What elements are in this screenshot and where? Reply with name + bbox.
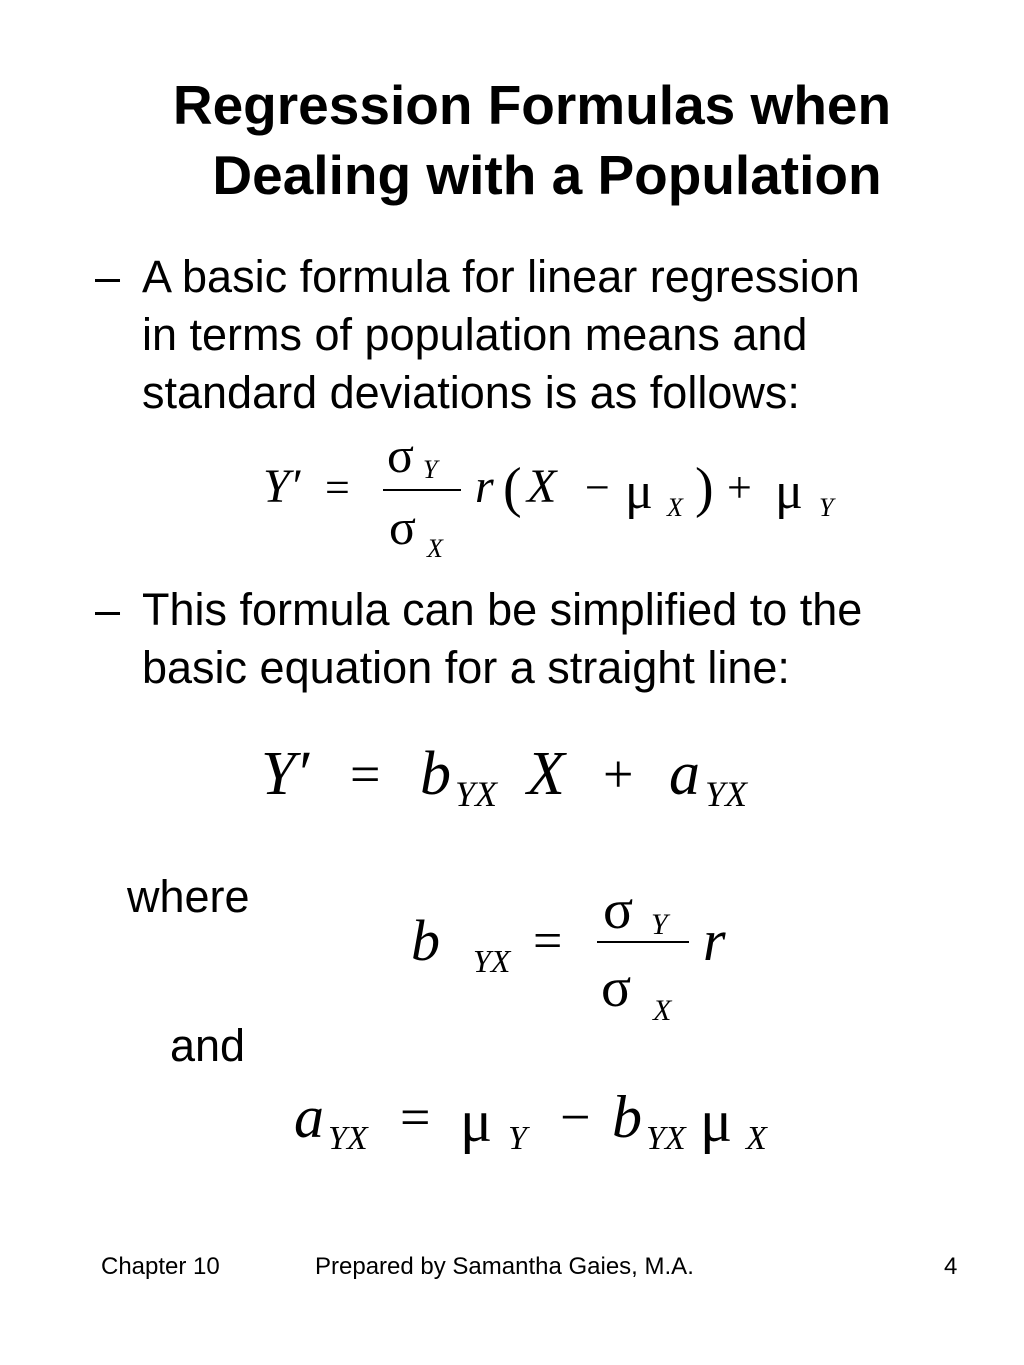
eq3-sigma-x: σ [601, 957, 632, 1019]
eq1-mu-sub-y: Y [819, 493, 834, 522]
eq2-plus: + [603, 744, 634, 804]
eq3-sub-x: X [653, 994, 672, 1027]
eq2-a-sub: YX [705, 774, 748, 814]
bullet-dash: – [95, 251, 121, 302]
eq1-minus: − [585, 463, 610, 512]
eq2-lhs: Y′ [261, 740, 310, 808]
eq4-minus: − [560, 1087, 591, 1147]
eq1-equals: = [325, 463, 350, 512]
bullet-line: basic equation for a straight line: [142, 642, 790, 693]
eq3-r: r [703, 908, 726, 973]
footer-chapter: Chapter 10 [101, 1253, 220, 1280]
eq2-a: a [669, 740, 700, 808]
where-label: where [127, 871, 250, 922]
eq4-mu-sub-x: X [746, 1120, 767, 1157]
eq4-mu-y: μ [460, 1088, 493, 1154]
title-line-2: Dealing with a Population [212, 144, 882, 206]
eq2-b: b [420, 740, 451, 808]
eq3-sigma-y: σ [603, 880, 634, 941]
eq4-a-sub: YX [328, 1120, 368, 1157]
eq3-sub-y: Y [651, 908, 668, 941]
eq1-sigma-x: σ [389, 499, 416, 555]
bullet-line: A basic formula for linear regression [142, 251, 860, 302]
eq1-lparen: ( [503, 457, 522, 519]
eq4-b: b [612, 1085, 642, 1150]
bullet-line: This formula can be simplified to the [142, 584, 863, 635]
eq3-b-sub: YX [473, 943, 511, 979]
eq4-mu-sub-y: Y [508, 1120, 527, 1157]
equation-straight-line [255, 730, 795, 820]
bullet-line: in terms of population means and [142, 309, 808, 360]
eq2-x: X [527, 740, 565, 808]
eq1-sub-y: Y [423, 455, 438, 484]
footer-page-number: 4 [944, 1253, 958, 1280]
bullet-item [95, 581, 975, 697]
eq1-plus: + [727, 463, 752, 512]
footer-author: Prepared by Samantha Gaies, M.A. [315, 1253, 694, 1280]
eq1-mu-x: μ [625, 463, 653, 520]
eq4-mu-x: μ [700, 1088, 733, 1154]
eq1-x: X [527, 460, 557, 513]
eq1-sub-x: X [427, 534, 443, 563]
and-label: and [170, 1020, 246, 1071]
eq4-a: a [294, 1085, 324, 1150]
equation-full-regression [255, 432, 865, 572]
equation-slope [405, 880, 755, 1030]
eq1-mu-sub-x: X [667, 493, 683, 522]
bullet-item [95, 248, 975, 422]
eq1-r: r [475, 460, 494, 513]
eq1-sigma-y: σ [387, 432, 414, 483]
eq3-equals: = [533, 913, 563, 970]
bullet-line: standard deviations is as follows: [142, 367, 800, 418]
eq1-rparen: ) [695, 457, 714, 519]
title-line-1: Regression Formulas when [172, 74, 892, 136]
eq4-equals: = [400, 1087, 431, 1147]
bullet-dash: – [95, 584, 121, 635]
eq2-equals: = [350, 744, 381, 804]
eq1-lhs: Y′ [263, 460, 301, 513]
slide-title [0, 70, 1024, 210]
eq3-b: b [411, 908, 440, 973]
eq2-b-sub: YX [455, 774, 498, 814]
eq4-b-sub: YX [646, 1120, 686, 1157]
equation-intercept [290, 1085, 790, 1165]
eq1-mu-y: μ [775, 463, 803, 520]
